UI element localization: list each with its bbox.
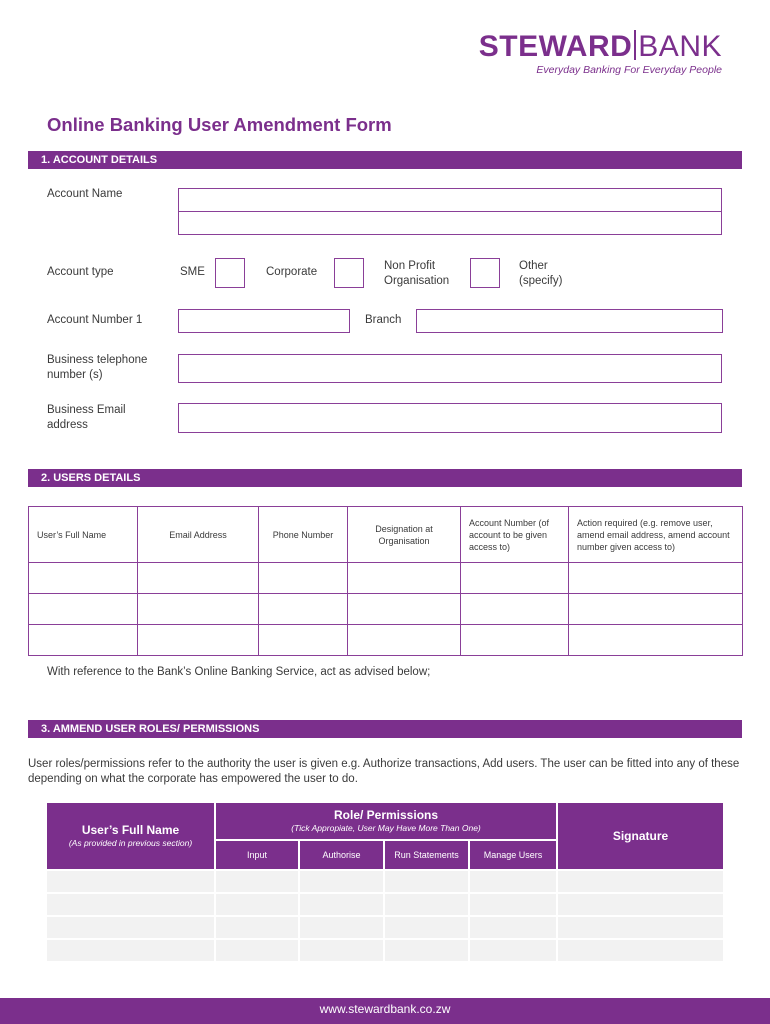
table-cell[interactable] [259,594,348,625]
perm-col-user-sub: (As provided in previous section) [68,838,193,848]
perm-col-roles-sub: (Tick Appropiate, User May Have More Than One) [291,823,481,833]
corporate-checkbox[interactable] [334,258,364,288]
table-cell[interactable] [569,594,743,625]
account-type-label: Account type [47,266,114,278]
corporate-label: Corporate [266,266,318,278]
table-cell[interactable] [385,940,468,961]
table-cell[interactable] [259,563,348,594]
account-name-label: Account Name [47,188,123,200]
perm-col-authorise: Authorise [300,841,383,869]
table-row [47,917,723,938]
table-cell[interactable] [470,871,556,892]
bank-logo [479,30,722,76]
table-cell[interactable] [385,894,468,915]
table-cell[interactable] [558,871,723,892]
table-cell[interactable] [558,940,723,961]
account-name-field-2[interactable] [178,211,722,235]
table-cell[interactable] [216,940,298,961]
branch-label: Branch [365,314,402,326]
table-cell[interactable] [216,871,298,892]
perm-col-manage-users: Manage Users [470,841,556,869]
table-cell[interactable] [29,594,138,625]
col-account-number: Account Number (of account to be given access to) [461,507,569,563]
account-number-field[interactable] [178,309,350,333]
table-cell[interactable] [47,894,214,915]
table-cell[interactable] [300,940,383,961]
users-details-table [28,506,743,656]
col-full-name: User’s Full Name [29,507,138,563]
perm-col-run-statements: Run Statements [385,841,468,869]
table-cell[interactable] [47,940,214,961]
form-title: Online Banking User Amendment Form [47,114,392,135]
table-cell[interactable] [300,917,383,938]
table-cell[interactable] [138,594,259,625]
users-table-header-row [29,507,743,563]
table-cell[interactable] [569,625,743,656]
table-cell[interactable] [558,917,723,938]
col-email: Email Address [138,507,259,563]
table-cell[interactable] [47,917,214,938]
footer-bar [0,998,770,1024]
table-cell[interactable] [138,625,259,656]
table-row [47,894,723,915]
table-cell[interactable] [29,625,138,656]
account-name-field-1[interactable] [178,188,722,212]
table-cell[interactable] [259,625,348,656]
logo-divider [634,30,636,60]
perm-col-signature-label: Signature [612,828,669,843]
roles-description: User roles/permissions refer to the authority the user is given e.g. Authorize transactions, Add users. The user can be fitted into any of these depending on what the corporate has empowered the user to do. [28,758,740,785]
table-cell[interactable] [29,563,138,594]
table-cell[interactable] [300,894,383,915]
sme-checkbox[interactable] [215,258,245,288]
perm-col-signature [558,803,723,869]
col-designation: Designation at Organisation [348,507,461,563]
table-cell[interactable] [470,940,556,961]
table-cell[interactable] [470,894,556,915]
table-row [29,594,743,625]
logo-word-bank: BANK [638,30,722,63]
section-roles-header: 3. AMMEND USER ROLES/ PERMISSIONS [28,720,742,738]
table-row [47,871,723,892]
section-account-details-header: 1. ACCOUNT DETAILS [28,151,742,169]
col-action-required: Action required (e.g. remove user, amend email address, amend account number given access to) [569,507,743,563]
table-cell[interactable] [300,871,383,892]
col-phone: Phone Number [259,507,348,563]
permissions-header-row [47,803,723,839]
table-cell[interactable] [138,563,259,594]
perm-col-user-label: User’s Full Name [81,823,180,837]
perm-col-roles-label: Role/ Permissions [333,808,439,822]
nonprofit-label: Non Profit Organisation [384,260,450,287]
table-cell[interactable] [470,917,556,938]
table-row [47,940,723,961]
nonprofit-checkbox[interactable] [470,258,500,288]
table-cell[interactable] [385,917,468,938]
branch-field[interactable] [416,309,723,333]
table-cell[interactable] [461,563,569,594]
table-row [29,563,743,594]
table-cell[interactable] [558,894,723,915]
table-cell[interactable] [216,894,298,915]
section-users-details-header: 2. USERS DETAILS [28,469,742,487]
telephone-label: Business telephone number (s) [47,354,148,381]
table-cell[interactable] [348,563,461,594]
email-field[interactable] [178,403,722,433]
table-cell[interactable] [385,871,468,892]
table-cell[interactable] [216,917,298,938]
telephone-field[interactable] [178,354,722,383]
perm-col-user [47,803,214,869]
footer-url[interactable]: www.stewardbank.co.zw [319,1002,451,1016]
logo-tagline: Everyday Banking For Everyday People [536,64,722,76]
table-cell[interactable] [348,625,461,656]
logo-word-steward: STEWARD [478,30,633,63]
reference-note: With reference to the Bank’s Online Banking Service, act as advised below; [47,666,431,678]
perm-col-roles [216,803,556,839]
email-label: Business Email address [47,404,126,431]
table-cell[interactable] [47,871,214,892]
table-cell[interactable] [461,625,569,656]
table-row [29,625,743,656]
table-cell[interactable] [348,594,461,625]
table-cell[interactable] [461,594,569,625]
sme-label: SME [180,266,205,278]
perm-col-input: Input [216,841,298,869]
table-cell[interactable] [569,563,743,594]
permissions-table [45,801,725,963]
other-specify-label: Other (specify) [519,260,563,287]
account-number-label: Account Number 1 [47,314,143,326]
